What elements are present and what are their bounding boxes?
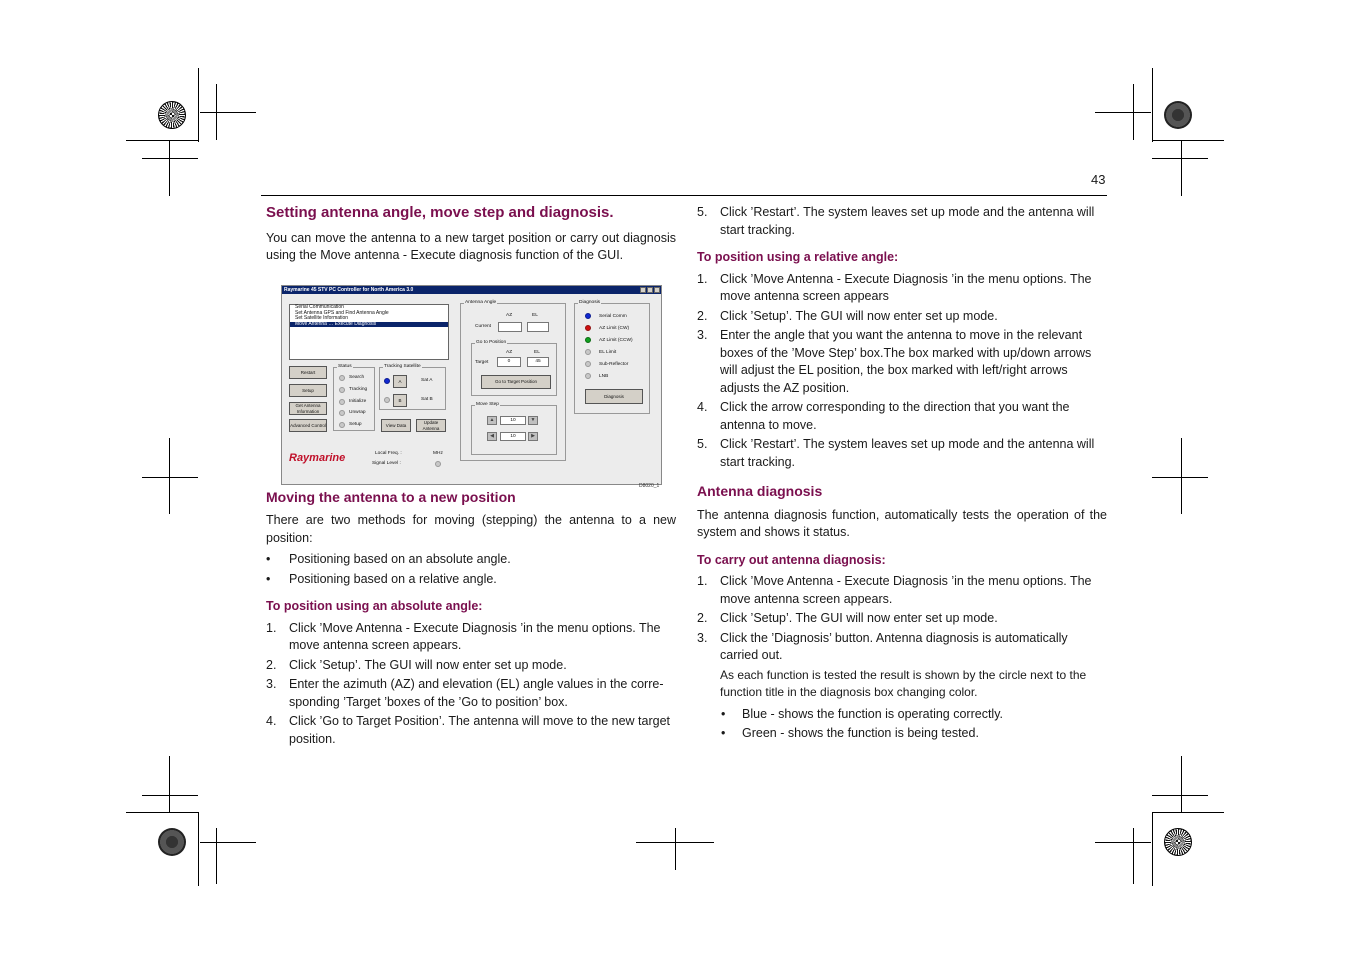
target-el-input[interactable]: 45 (527, 357, 549, 367)
arrow-left-icon[interactable]: ◀ (487, 432, 497, 441)
target-label: Target (475, 360, 489, 365)
crop-mark (1095, 112, 1151, 113)
lnb-indicator (585, 373, 591, 379)
el-step-input[interactable]: 10 (500, 416, 526, 425)
status-indicator (339, 387, 345, 393)
function-menu-list (289, 304, 449, 360)
current-az-field (498, 322, 522, 332)
arrow-right-icon[interactable]: ▶ (528, 432, 538, 441)
crop-mark (200, 842, 256, 843)
move-step-label: Move Step (476, 402, 499, 407)
az-label: AZ (506, 313, 513, 318)
crop-mark (1152, 477, 1208, 478)
diagnosis-title: Antenna diagnosis (697, 483, 823, 499)
el-label: EL (532, 313, 538, 318)
diagnosis-label: EL Limit (599, 350, 617, 355)
crop-mark (1152, 812, 1224, 813)
carry-out-title: To carry out antenna diagnosis: (697, 552, 886, 567)
crop-mark (126, 812, 198, 813)
menu-item[interactable]: Set Satellite Information (295, 315, 349, 321)
local-freq-unit: MHz (433, 451, 443, 456)
status-box (333, 364, 375, 431)
status-indicator (339, 410, 345, 416)
list-item: 5. Click ’Restart’. The system leaves set up mode and the antenna will start tracking. (697, 205, 1095, 237)
relative-steps (697, 271, 1107, 472)
section-title: Setting antenna angle, move step and diagnosis. (266, 204, 614, 221)
list-item: 5. Click ’Restart’. The system leaves set up mode and the antenna will start tracking. (697, 437, 1095, 469)
list-item: 2. Click ’Setup’. The GUI will now enter set up mode. (697, 611, 998, 625)
crop-mark (200, 112, 256, 113)
window-controls (640, 286, 660, 293)
crop-mark (1181, 756, 1182, 812)
target-az-input[interactable]: 0 (497, 357, 521, 367)
crop-mark (1152, 68, 1153, 142)
minimize-icon[interactable] (640, 287, 646, 293)
list-item: • Blue - shows the function is operating correctly. (721, 706, 1004, 721)
crop-mark (169, 756, 170, 812)
registration-rosette (158, 101, 186, 129)
crop-mark (1181, 140, 1182, 196)
el-label: EL (534, 350, 540, 355)
get-antenna-info-button[interactable]: Get Antenna Information (289, 402, 327, 415)
status-label: Setup (349, 422, 362, 427)
list-item: • Positioning based on a relative angle. (266, 571, 497, 586)
status-label: Search (349, 375, 365, 380)
current-label: Current (475, 324, 491, 329)
list-item: • Green - shows the function is being tested. (721, 726, 979, 740)
advanced-control-button[interactable]: Advanced Control (289, 419, 327, 432)
carry-out-note: As each function is tested the result is shown by the circle next to the function title in the diagnosis box changing color. (720, 667, 1087, 699)
list-item: 1. Click ’Move Antenna - Execute Diagnosis ’in the menu options. The move antenna screen appears. (697, 574, 1092, 606)
signal-level-indicator (435, 461, 441, 467)
crop-mark (1181, 438, 1182, 514)
diagnosis-box (574, 300, 650, 414)
el-limit-indicator (585, 349, 591, 355)
diagnosis-label: Serial Comm (599, 314, 627, 319)
intro-paragraph: You can move the antenna to a new target position or carry out diagnosis using the Move antenna - Execute diagnosis function of the GUI. (266, 230, 676, 262)
arrow-up-icon[interactable]: ▲ (487, 416, 497, 425)
status-indicator (339, 422, 345, 428)
moving-title: Moving the antenna to a new position (266, 488, 516, 505)
moving-intro: There are two methods for moving (stepping) the antenna to a new position: (266, 513, 676, 545)
crop-mark (216, 84, 217, 140)
antenna-angle-label: Antenna Angle (465, 300, 497, 305)
sat-a-button[interactable]: A (393, 375, 407, 388)
sat-b-button[interactable]: B (393, 394, 407, 407)
signal-level-label: Signal Level : (372, 461, 401, 466)
crop-mark (198, 68, 199, 142)
crop-mark (1152, 812, 1153, 886)
menu-item[interactable]: Set Antenna GPS and Find Antenna Angle (295, 309, 389, 316)
view-data-button[interactable]: View Data (381, 419, 411, 432)
registration-rosette (158, 828, 186, 856)
figure-id: D8020_1 (639, 483, 660, 489)
absolute-title: To position using an absolute angle: (266, 599, 483, 613)
az-limit-cw-indicator (585, 325, 591, 331)
list-item: 2. Click ’Setup’. The GUI will now enter set up mode. (697, 308, 998, 323)
window-titlebar (282, 286, 661, 294)
list-item: 3. Click the ’Diagnosis’ button. Antenna diagnosis is automatically carried out. (697, 630, 1068, 662)
crop-mark (142, 795, 198, 796)
local-freq-label: Local Freq. : (375, 451, 402, 456)
go-to-position-label: Go to Position (476, 340, 507, 345)
status-label: Unwrap (349, 410, 366, 415)
status-label: Tracking (349, 387, 368, 392)
sat-b-indicator (384, 397, 390, 403)
crop-mark (216, 828, 217, 884)
crop-mark (142, 477, 198, 478)
crop-mark (1152, 795, 1208, 796)
diagnosis-box-label: Diagnosis (579, 300, 601, 305)
az-step-input[interactable]: 10 (500, 432, 526, 441)
crop-mark (169, 438, 170, 514)
crop-mark (126, 140, 198, 141)
crop-mark (169, 140, 170, 196)
move-step-box (471, 402, 557, 455)
diagnosis-intro: The antenna diagnosis function, automatically tests the operation of the system and shows it status. (697, 507, 1107, 539)
sat-a-label: Sat A (421, 378, 433, 383)
setup-button[interactable]: Setup (289, 384, 327, 397)
current-el-field (527, 322, 549, 332)
status-label: Initialize (349, 399, 367, 404)
gui-screenshot (281, 285, 662, 485)
antenna-angle-box (460, 300, 566, 461)
restart-button[interactable]: Restart (289, 366, 327, 379)
close-icon[interactable] (654, 287, 660, 293)
crop-mark (636, 842, 714, 843)
relative-title: To position using a relative angle: (697, 250, 899, 264)
crop-mark (142, 158, 198, 159)
registration-rosette (1164, 828, 1192, 856)
raymarine-logo: Raymarine (289, 452, 346, 464)
go-to-position-box (471, 340, 557, 396)
crop-mark (1152, 140, 1224, 141)
crop-mark (1095, 842, 1151, 843)
crop-mark (1133, 84, 1134, 140)
color-legend-list (697, 706, 1107, 743)
list-item: 3. Enter the angle that you want the antenna to move in the relevant boxes of the ’Move Step’ box.The box marked with up/down arrows will adjust the EL position, the box marked with left/right arrows adjusts the AZ position. (697, 328, 1092, 395)
registration-rosette (1164, 101, 1192, 129)
list-item: • Positioning based on an absolute angle. (266, 552, 511, 566)
window-title: Raymarine 45 STV PC Controller for North America 3.0 (284, 287, 414, 293)
menu-item[interactable]: Serial Communication (295, 304, 344, 310)
arrow-down-icon[interactable]: ▼ (528, 416, 538, 425)
absolute-steps (266, 620, 676, 749)
list-item: 2. Click ’Setup’. The GUI will now enter set up mode. (266, 657, 567, 672)
diagnosis-label: AZ Limit (CW) (599, 326, 630, 331)
serial-comm-indicator (585, 313, 591, 319)
crop-mark (675, 828, 676, 870)
header-rule (261, 195, 1107, 196)
list-item: 4. Click the arrow corresponding to the direction that you want the antenna to move. (697, 400, 1070, 432)
status-indicator (339, 399, 345, 405)
sat-a-indicator (384, 378, 390, 384)
diagnosis-label: AZ Limit (CCW) (599, 338, 633, 343)
az-limit-ccw-indicator (585, 337, 591, 343)
status-indicator (339, 375, 345, 381)
maximize-icon[interactable] (647, 287, 653, 293)
diagnosis-label: Sub-Reflector (599, 362, 629, 367)
right-column (697, 204, 1107, 745)
methods-list (266, 551, 676, 588)
status-box-label: Status (338, 364, 352, 369)
sat-b-label: Sat B (421, 397, 433, 402)
list-item: 1. Click ’Move Antenna - Execute Diagnosis ’in the menu options. The move antenna screen appears (697, 271, 1092, 303)
carry-out-steps (697, 573, 1107, 665)
go-to-target-button[interactable]: Go to Target Position (481, 375, 551, 389)
absolute-steps-continued (697, 204, 1107, 239)
list-item: 1. Click ’Move Antenna - Execute Diagnosis ’in the menu options. The move antenna screen appears. (266, 620, 661, 652)
menu-item-selected[interactable]: Move Antenna … Execute Diagnosis (290, 322, 448, 328)
tracking-box-label: Tracking Satellite (384, 364, 421, 369)
crop-mark (198, 812, 199, 886)
crop-mark (1133, 828, 1134, 884)
update-antenna-button[interactable]: Update Antenna (416, 419, 446, 432)
list-item: 4. Click ’Go to Target Position’. The antenna will move to the new target position. (266, 714, 670, 746)
tracking-satellite-box (379, 364, 446, 410)
diagnosis-button[interactable]: Diagnosis (585, 389, 643, 404)
page-number: 43 (1091, 172, 1106, 187)
sub-reflector-indicator (585, 361, 591, 367)
diagnosis-label: LNB (599, 374, 609, 379)
az-label: AZ (506, 350, 513, 355)
list-item: 3. Enter the azimuth (AZ) and elevation (EL) angle values in the corre-sponding ’Target ’boxes of the ’Go to position’ box. (266, 677, 664, 709)
crop-mark (1152, 158, 1208, 159)
